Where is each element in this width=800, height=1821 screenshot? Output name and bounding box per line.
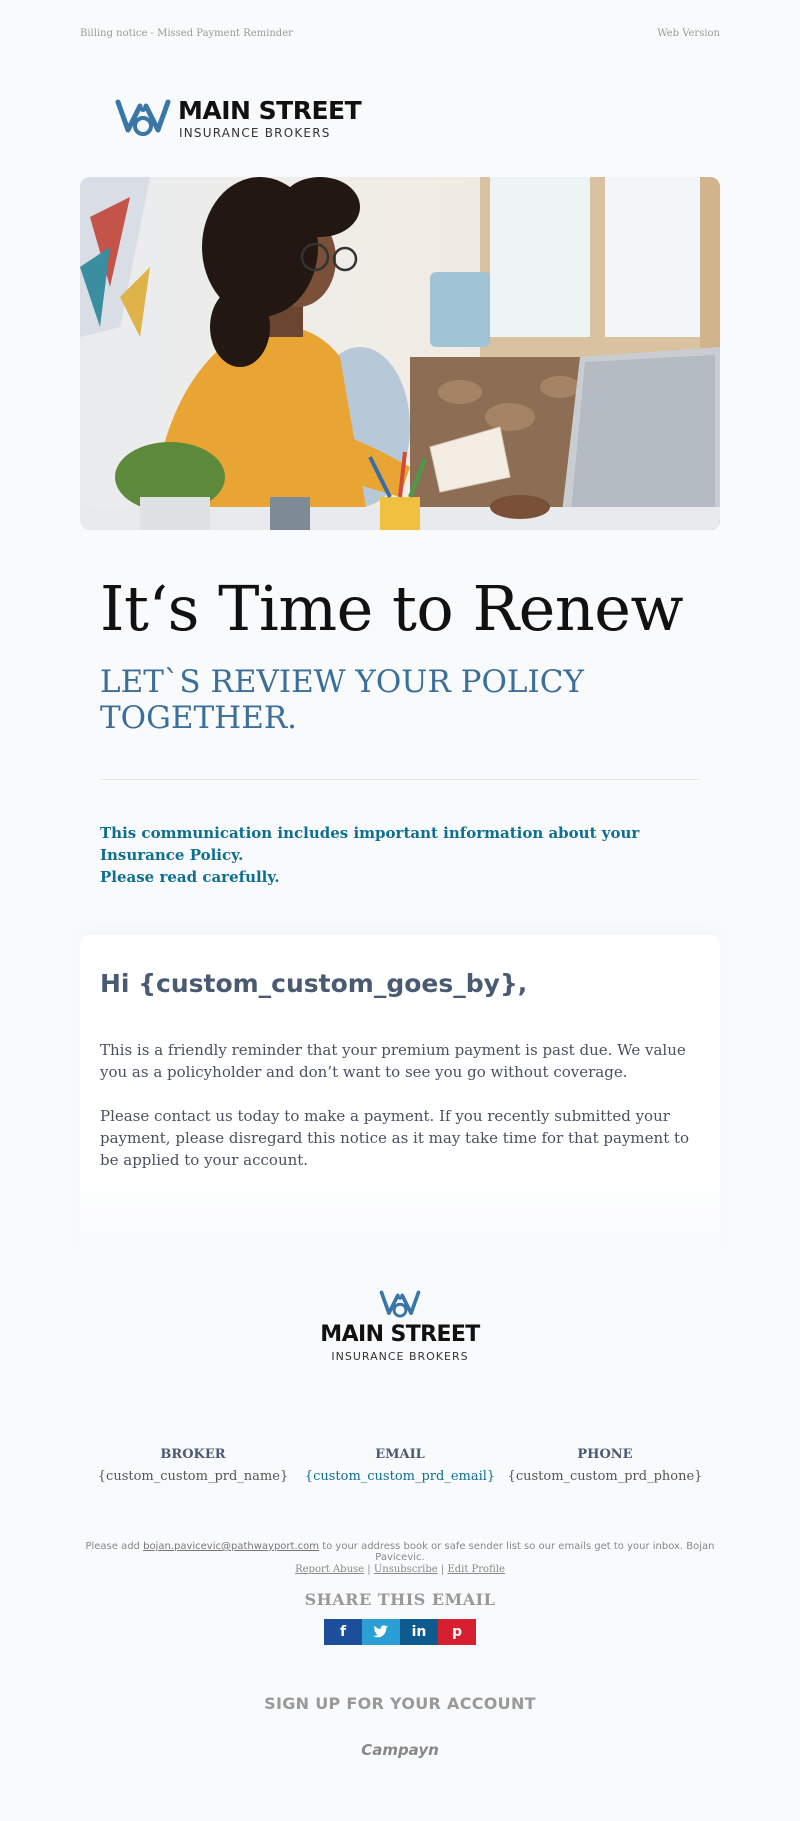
main-street-logo-icon (114, 96, 172, 142)
unsubscribe-link[interactable]: Unsubscribe (373, 1564, 438, 1575)
notice-line-1: This communication includes important information about your Insurance Policy. (100, 824, 640, 864)
social-share-buttons (324, 1619, 476, 1645)
logo-tagline: INSURANCE BROKERS (179, 126, 331, 140)
message-paragraph-1: This is a friendly reminder that your premium payment is past due. We value you as a policyholder and don’t want to see you go without coverage. (100, 1041, 686, 1081)
signup-link[interactable]: SIGN UP FOR YOUR ACCOUNT (264, 1694, 536, 1713)
web-version-link[interactable]: Web Version (657, 28, 720, 39)
message-card (80, 935, 720, 1255)
sender-email-link[interactable]: bojan.pavicevic@pathwayport.com (143, 1541, 319, 1552)
contact-label: PHONE (577, 1447, 633, 1462)
preheader-text: Billing notice - Missed Payment Reminder (80, 28, 293, 39)
contact-value: {custom_custom_prd_phone} (507, 1469, 703, 1484)
pinterest-icon[interactable]: p (438, 1619, 476, 1645)
logo-name: MAIN STREET (178, 96, 362, 125)
note-suffix: to your address book or safe sender list so our emails get to your inbox. Bojan Pavicevic. (322, 1541, 715, 1563)
page-title: It‘s Time to Renew (100, 572, 684, 645)
hero-photo-icon (80, 177, 720, 530)
notice-line-2: Please read carefully. (100, 868, 280, 886)
hero-image (80, 177, 720, 530)
footer-logo[interactable] (320, 1288, 480, 1368)
footer-links (80, 1564, 720, 1575)
edit-profile-link[interactable]: Edit Profile (447, 1564, 505, 1575)
campayn-brand-logo[interactable]: Campayn (361, 1741, 439, 1759)
footer-logo-name: MAIN STREET (320, 1322, 480, 1347)
linkedin-icon[interactable]: in (400, 1619, 438, 1645)
divider (100, 779, 700, 780)
report-abuse-link[interactable]: Report Abuse (295, 1564, 365, 1575)
twitter-bird-icon (373, 1625, 389, 1639)
twitter-icon[interactable] (362, 1619, 400, 1645)
contact-email (295, 1446, 505, 1486)
contact-label: EMAIL (375, 1447, 425, 1462)
facebook-icon[interactable]: f (324, 1619, 362, 1645)
contact-email-link[interactable]: {custom_custom_prd_email} (304, 1469, 496, 1484)
page-subtitle: LET`S REVIEW YOUR POLICY TOGETHER. (100, 664, 584, 736)
contact-broker (88, 1446, 298, 1486)
link-separator: | (440, 1564, 445, 1575)
share-title: SHARE THIS EMAIL (304, 1590, 496, 1609)
safe-sender-note (80, 1541, 720, 1563)
greeting: Hi {custom_custom_goes_by}, (100, 969, 528, 998)
link-separator: | (367, 1564, 371, 1575)
contact-label: BROKER (160, 1447, 226, 1462)
main-street-logo-icon (378, 1288, 422, 1322)
footer-logo-tagline: INSURANCE BROKERS (331, 1350, 469, 1363)
message-paragraph-2: Please contact us today to make a payment. If you recently submitted your payment, please disregard this notice as it may take time for that payment to be applied to your account. (100, 1107, 690, 1169)
preheader (80, 28, 720, 42)
header-logo[interactable] (114, 96, 362, 142)
contact-phone (500, 1446, 710, 1486)
important-notice (100, 822, 700, 888)
contact-value: {custom_custom_prd_name} (97, 1469, 289, 1484)
note-prefix: Please add (85, 1541, 140, 1552)
